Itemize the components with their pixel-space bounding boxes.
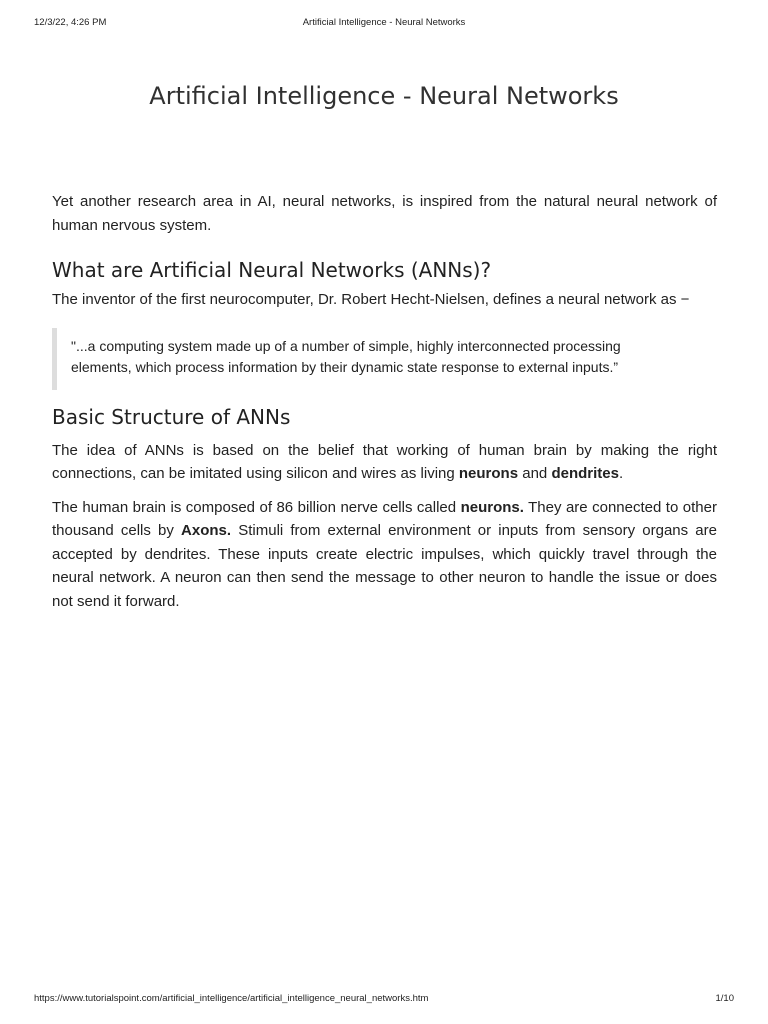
page-title: Artificial Intelligence - Neural Networks [149,82,619,110]
inventor-paragraph: The inventor of the first neurocomputer, Dr. Robert Hecht-Nielsen, defines a neural network as − [52,291,690,308]
text-run: They are connected to other thousand cells by [52,498,717,539]
term-neurons: neurons. [460,498,524,516]
print-footer [0,993,768,1007]
intro-paragraph: Yet another research area in AI, neural networks, is inspired from the natural neural network of human nervous system. [52,193,717,234]
quote-line: "...a computing system made up of a number of simple, highly interconnected processing [71,337,621,354]
definition-quote [52,328,717,390]
print-doc-title: Artificial Intelligence - Neural Networks [302,17,466,28]
ann-idea-paragraph [52,439,717,486]
print-header [0,17,768,31]
term-neurons: neurons [458,465,519,482]
term-axons: Axons. [181,522,232,539]
print-datetime: 12/3/22, 4:26 PM [34,17,107,28]
text-run: . [618,465,624,482]
human-brain-paragraph [52,496,717,614]
page-number: 1/10 [715,993,734,1004]
article-content [52,190,717,613]
text-run: The human brain is composed of 86 billion nerve cells called [52,498,461,516]
text-run: Stimuli from external environment or inputs from sensory organs are accepted by dendrites. These inputs create electric impulses, which quickly travel through the neural network. A neuron can then send the message to other neuron to handle the issue or does not send it forward. [52,522,717,610]
source-url[interactable]: https://www.tutorialspoint.com/artificial_intelligence/artificial_intelligence_neural_networks.htm [34,993,429,1004]
section-heading-basic-structure: Basic Structure of ANNs [52,404,291,429]
quote-line: elements, which process information by their dynamic state response to external inputs.” [71,358,619,375]
text-run: and [518,465,552,482]
section-heading-ann: What are Artificial Neural Networks (ANNs)? [52,258,492,282]
text-run: The idea of ANNs is based on the belief that working of human brain by making the right connections, can be imitated using silicon and wires as living [52,441,717,482]
term-dendrites: dendrites [551,465,619,482]
